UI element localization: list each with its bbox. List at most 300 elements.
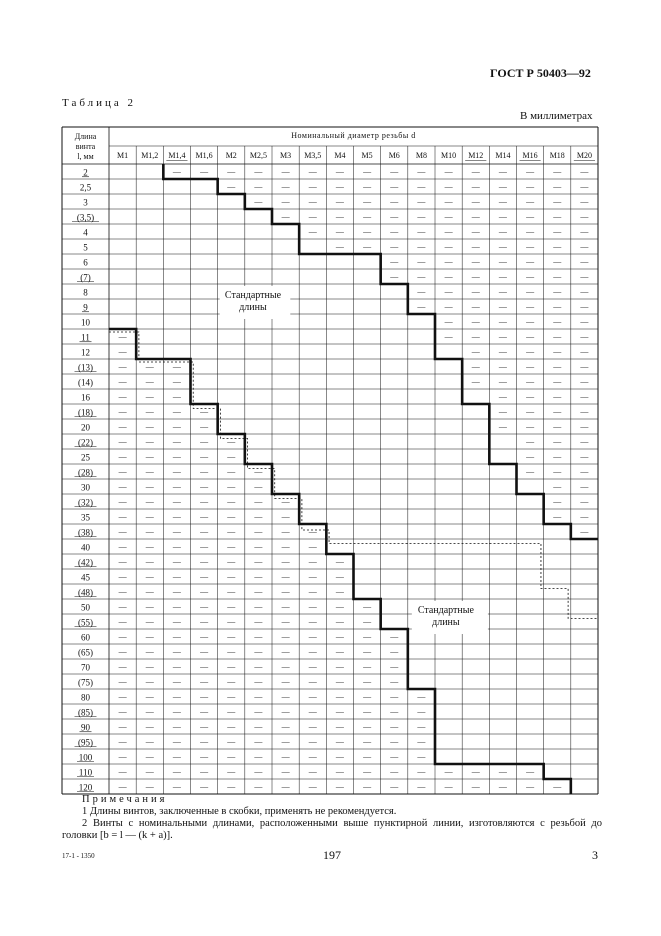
dash-mark: — [526,767,535,777]
dash-mark: — [390,722,399,732]
length-label: (55) [78,617,93,628]
region-label-top: длины [239,302,267,313]
dash-mark: — [444,197,453,207]
column-header-m1-4: M1,4 [168,151,186,160]
dash-mark: — [526,407,535,417]
dash-mark: — [118,347,127,357]
dash-mark: — [254,542,263,552]
dash-mark: — [281,677,290,687]
dash-mark: — [118,527,127,537]
dash-mark: — [200,647,209,657]
dash-mark: — [118,617,127,627]
dash-mark: — [363,662,372,672]
dash-mark: — [254,737,263,747]
dash-mark: — [145,362,154,372]
dash-mark: — [281,587,290,597]
dash-mark: — [281,527,290,537]
dash-mark: — [471,227,480,237]
dash-mark: — [200,632,209,642]
dash-mark: — [200,512,209,522]
dash-mark: — [498,407,507,417]
dash-mark: — [444,302,453,312]
dash-mark: — [580,272,589,282]
dash-mark: — [281,782,290,792]
dash-mark: — [200,422,209,432]
dash-mark: — [200,722,209,732]
dash-mark: — [200,557,209,567]
dash-mark: — [526,332,535,342]
dash-mark: — [471,167,480,177]
dash-mark: — [580,452,589,462]
diameter-header: Номинальный диаметр резьбы d [291,131,416,140]
length-label: 16 [81,392,90,403]
dash-mark: — [308,167,317,177]
dash-mark: — [335,602,344,612]
dash-mark: — [281,212,290,222]
notes-block [62,794,602,842]
dash-mark: — [254,572,263,582]
dash-mark: — [200,782,209,792]
column-header-m16: M16 [522,151,538,160]
dash-mark: — [417,197,426,207]
dash-mark: — [580,362,589,372]
dash-mark: — [145,722,154,732]
length-label: 120 [78,782,93,793]
dash-mark: — [363,617,372,627]
column-header-m20: M20 [576,151,592,160]
dash-mark: — [172,602,181,612]
dash-mark: — [118,542,127,552]
dash-mark: — [227,542,236,552]
dash-mark: — [227,647,236,657]
dash-mark: — [227,692,236,702]
dash-mark: — [444,272,453,282]
dash-mark: — [254,467,263,477]
dash-mark: — [580,302,589,312]
dash-mark: — [444,242,453,252]
dash-mark: — [417,182,426,192]
dash-mark: — [390,662,399,672]
dash-mark: — [363,167,372,177]
dash-mark: — [580,422,589,432]
dash-mark: — [580,392,589,402]
dash-mark: — [254,692,263,702]
dash-mark: — [390,647,399,657]
dash-mark: — [363,692,372,702]
dash-mark: — [118,422,127,432]
dash-mark: — [227,782,236,792]
column-header-m5: M5 [361,151,373,160]
dash-mark: — [580,287,589,297]
dash-mark: — [118,722,127,732]
dash-mark: — [553,347,562,357]
region-label-top: Стандартные [224,290,282,301]
dash-mark: — [498,167,507,177]
dash-mark: — [553,257,562,267]
length-label: 4 [83,227,88,238]
dash-mark: — [308,212,317,222]
dash-mark: — [363,242,372,252]
dash-mark: — [227,512,236,522]
dash-mark: — [580,242,589,252]
dash-mark: — [281,692,290,702]
dash-mark: — [444,257,453,267]
units-label: В миллиметрах [520,110,593,122]
dash-mark: — [145,662,154,672]
dash-mark: — [308,707,317,717]
length-label: (7) [80,272,91,283]
dash-mark: — [254,587,263,597]
dash-mark: — [118,482,127,492]
dash-mark: — [227,707,236,717]
dash-mark: — [553,167,562,177]
dash-mark: — [227,737,236,747]
dash-mark: — [526,227,535,237]
dash-mark: — [335,212,344,222]
dash-mark: — [363,722,372,732]
dash-mark: — [498,212,507,222]
dash-mark: — [281,542,290,552]
dash-mark: — [417,707,426,717]
dash-mark: — [308,587,317,597]
dash-mark: — [526,317,535,327]
dash-mark: — [254,767,263,777]
dash-mark: — [172,692,181,702]
dash-mark: — [118,737,127,747]
dash-mark: — [200,452,209,462]
dash-mark: — [526,467,535,477]
dash-mark: — [254,197,263,207]
dash-mark: — [145,707,154,717]
length-label: 11 [81,332,90,343]
dash-mark: — [553,467,562,477]
length-label: 6 [83,257,88,268]
dash-mark: — [580,512,589,522]
length-label: (75) [78,677,93,688]
region-label-bottom: Стандартные [417,605,474,616]
dash-mark: — [580,317,589,327]
dash-mark: — [498,332,507,342]
length-label: 45 [81,572,90,583]
dash-mark: — [172,677,181,687]
dash-mark: — [417,272,426,282]
dash-mark: — [471,782,480,792]
length-label: 9 [83,302,88,313]
dash-mark: — [363,227,372,237]
dash-mark: — [145,407,154,417]
dash-mark: — [471,767,480,777]
column-header-m8: M8 [415,151,427,160]
dash-mark: — [526,347,535,357]
dash-mark: — [254,557,263,567]
dash-mark: — [200,407,209,417]
dash-mark: — [308,647,317,657]
dash-mark: — [118,707,127,717]
dash-mark: — [254,602,263,612]
dash-mark: — [553,362,562,372]
dash-mark: — [553,182,562,192]
dash-mark: — [145,647,154,657]
dash-mark: — [526,242,535,252]
dash-mark: — [200,437,209,447]
dash-mark: — [172,422,181,432]
dash-mark: — [254,527,263,537]
dash-mark: — [200,167,209,177]
dash-mark: — [553,302,562,312]
dash-mark: — [281,767,290,777]
dash-mark: — [335,647,344,657]
dash-mark: — [553,452,562,462]
dash-mark: — [498,272,507,282]
dash-mark: — [553,497,562,507]
dash-mark: — [118,752,127,762]
dash-mark: — [526,272,535,282]
dash-mark: — [281,737,290,747]
dash-mark: — [172,377,181,387]
dash-mark: — [118,587,127,597]
dash-mark: — [254,662,263,672]
dash-mark: — [145,512,154,522]
dash-mark: — [145,752,154,762]
length-label: 30 [81,482,90,493]
dash-mark: — [200,587,209,597]
column-header-m3: M3 [280,151,292,160]
dash-mark: — [553,197,562,207]
dash-mark: — [580,197,589,207]
dash-mark: — [172,362,181,372]
length-label: 60 [81,632,90,643]
dash-mark: — [498,422,507,432]
dash-mark: — [526,197,535,207]
dash-mark: — [200,572,209,582]
dash-mark: — [254,722,263,732]
dash-mark: — [417,737,426,747]
dash-mark: — [526,167,535,177]
length-label: 10 [81,317,90,328]
dash-mark: — [471,302,480,312]
dash-mark: — [145,392,154,402]
dash-mark: — [118,332,127,342]
dash-mark: — [172,662,181,672]
dash-mark: — [172,512,181,522]
dash-mark: — [335,782,344,792]
dash-mark: — [308,617,317,627]
dash-mark: — [335,197,344,207]
dash-mark: — [308,632,317,642]
dash-mark: — [118,557,127,567]
note-1: 1 Длины винтов, заключенные в скобки, применять не рекомендуется. [82,806,397,817]
dash-mark: — [227,722,236,732]
dash-mark: — [498,767,507,777]
dash-mark: — [363,677,372,687]
dash-mark: — [335,662,344,672]
length-label: 3 [83,197,88,208]
dash-mark: — [281,752,290,762]
length-label: 20 [81,422,90,433]
dash-mark: — [200,542,209,552]
dash-mark: — [145,467,154,477]
corner-header-line: винта [75,142,96,151]
dash-mark: — [335,707,344,717]
dash-mark: — [145,767,154,777]
page-sheet-number: 3 [592,848,598,862]
dash-mark: — [471,212,480,222]
dash-mark: — [498,302,507,312]
dash-mark: — [498,392,507,402]
dash-mark: — [308,752,317,762]
dash-mark: — [254,617,263,627]
dash-mark: — [308,782,317,792]
dash-mark: — [254,782,263,792]
length-label: 40 [81,542,90,553]
dash-mark: — [172,722,181,732]
dash-mark: — [335,767,344,777]
dash-mark: — [580,467,589,477]
notes-heading: Примечания [82,794,168,805]
dash-mark: — [145,677,154,687]
dash-mark: — [390,227,399,237]
length-label: (3,5) [76,212,95,223]
dash-mark: — [200,467,209,477]
dash-mark: — [363,707,372,717]
length-label: (95) [78,737,93,748]
dash-mark: — [363,197,372,207]
dash-mark: — [281,197,290,207]
length-label: 2 [83,167,88,178]
length-label: 70 [81,662,90,673]
dash-mark: — [281,512,290,522]
dash-mark: — [308,722,317,732]
dash-mark: — [227,467,236,477]
dash-mark: — [281,497,290,507]
dash-mark: — [498,182,507,192]
dash-mark: — [471,377,480,387]
dash-mark: — [580,182,589,192]
dash-mark: — [118,497,127,507]
dash-mark: — [417,782,426,792]
column-header-m12: M12 [468,151,484,160]
dash-mark: — [363,782,372,792]
dash-mark: — [335,557,344,567]
dash-mark: — [417,257,426,267]
dash-mark: — [363,602,372,612]
dash-mark: — [281,167,290,177]
dash-mark: — [526,257,535,267]
dash-mark: — [580,482,589,492]
dash-mark: — [417,212,426,222]
dash-mark: — [444,767,453,777]
dash-mark: — [227,497,236,507]
dash-mark: — [172,647,181,657]
dash-mark: — [363,647,372,657]
dash-mark: — [172,557,181,567]
dash-mark: — [471,272,480,282]
dash-mark: — [118,632,127,642]
dash-mark: — [471,362,480,372]
length-label: (38) [78,527,93,538]
dash-mark: — [118,362,127,372]
length-label: (85) [78,707,93,718]
dash-mark: — [308,572,317,582]
dash-mark: — [118,392,127,402]
region-label-bottom: длины [432,617,460,628]
length-label: 8 [83,287,88,298]
dash-mark: — [200,767,209,777]
dash-mark: — [145,542,154,552]
dash-mark: — [471,317,480,327]
dash-mark: — [254,677,263,687]
dash-mark: — [417,722,426,732]
dash-mark: — [145,602,154,612]
dash-mark: — [200,752,209,762]
footer-left-code: 17-1 - 1350 [62,852,95,860]
length-label: 2,5 [79,182,92,193]
table-title: Таблица 2 [62,97,137,109]
dash-mark: — [553,332,562,342]
dash-mark: — [172,737,181,747]
length-label: 90 [81,722,90,733]
dash-mark: — [281,647,290,657]
dash-mark: — [308,677,317,687]
dash-mark: — [526,182,535,192]
length-label: 12 [81,347,90,358]
length-label: (14) [78,377,93,388]
dash-mark: — [444,227,453,237]
dash-mark: — [172,407,181,417]
dash-mark: — [200,527,209,537]
dash-mark: — [254,707,263,717]
dash-mark: — [390,737,399,747]
dash-mark: — [526,422,535,432]
length-label: 100 [78,752,93,763]
dash-mark: — [498,257,507,267]
dash-mark: — [526,212,535,222]
length-label: (65) [78,647,93,658]
dash-mark: — [335,617,344,627]
dash-mark: — [281,602,290,612]
dash-mark: — [145,482,154,492]
length-label: (18) [78,407,93,418]
dash-mark: — [118,452,127,462]
dash-mark: — [308,692,317,702]
dash-mark: — [172,392,181,402]
dash-mark: — [227,182,236,192]
dash-mark: — [145,527,154,537]
dash-mark: — [498,362,507,372]
dash-mark: — [417,242,426,252]
dash-mark: — [553,407,562,417]
dash-mark: — [580,257,589,267]
dash-mark: — [444,317,453,327]
dash-mark: — [390,167,399,177]
length-label: 25 [81,452,90,463]
dash-mark: — [227,752,236,762]
dash-mark: — [363,632,372,642]
length-label: 110 [78,767,93,778]
dash-mark: — [254,482,263,492]
dash-mark: — [417,227,426,237]
dash-mark: — [335,737,344,747]
dash-mark: — [145,587,154,597]
dash-mark: — [390,707,399,717]
length-label: (22) [78,437,93,448]
dash-mark: — [526,392,535,402]
dash-mark: — [118,662,127,672]
dash-mark: — [227,587,236,597]
column-header-m1-6: M1,6 [195,151,213,160]
dash-mark: — [335,227,344,237]
dash-mark: — [118,377,127,387]
